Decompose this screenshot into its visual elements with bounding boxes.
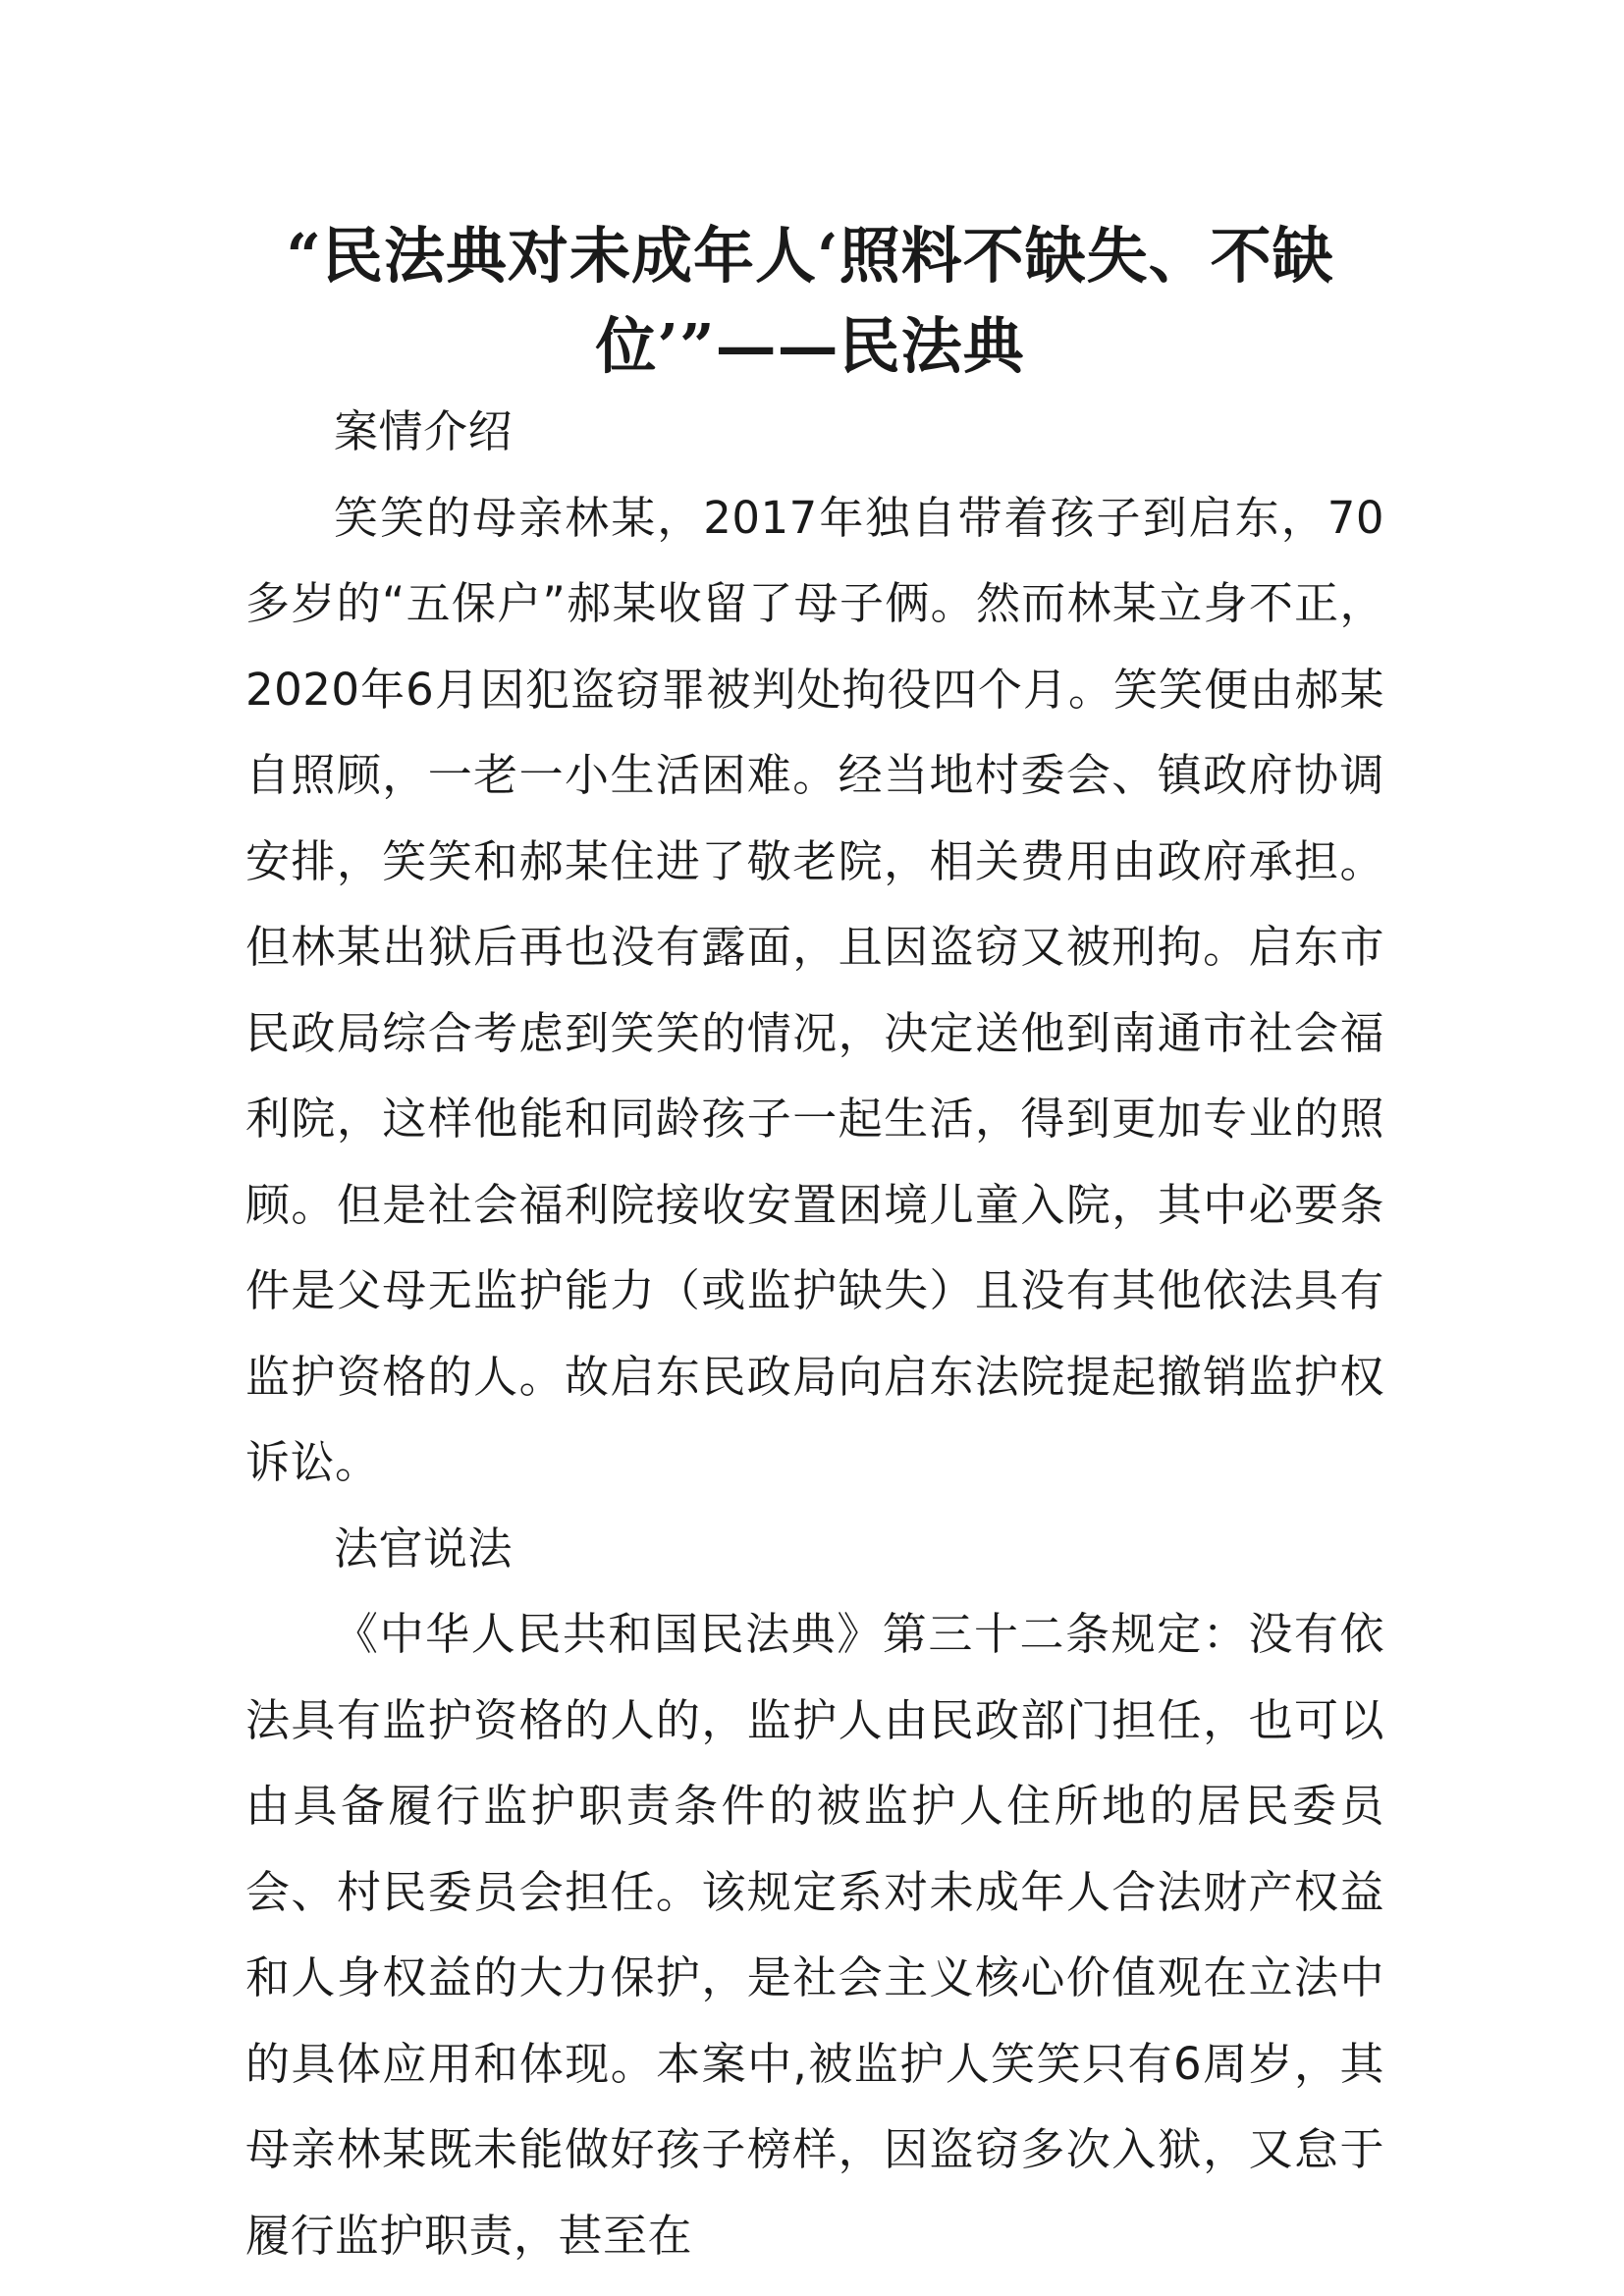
title-line-1: “民法典对未成年人‘照料不缺失、不缺 bbox=[286, 220, 1334, 292]
case-introduction-paragraph: 笑笑的母亲林某，2017年独自带着孩子到启东，70多岁的“五保户”郝某收留了母子俩。然而林某立身不正，2020年6月因犯盗窃罪被判处拘役四个月。笑笑便由郝某自照顾，一老一小生活困难。经当地村委会、镇政府协调安排，笑笑和郝某住进了敬老院，相关费用由政府承担。但林某出狱后再也没有露面，且因盗窃又被刑拘。启东市民政局综合考虑到笑笑的情况，决定送他到南通市社会福利院，这样他能和同龄孩子一起生活，得到更加专业的照顾。但是社会福利院接收安置困境儿童入院，其中必要条件是父母无监护能力（或监护缺失）且没有其他依法具有监护资格的人。故启东民政局向启东法院提起撤销监护权诉讼。 bbox=[245, 491, 1384, 1488]
judge-commentary-paragraph: 《中华人民共和国民法典》第三十二条规定：没有依法具有监护资格的人的，监护人由民政部门担任，也可以由具备履行监护职责条件的被监护人住所地的居民委员会、村民委员会担任。该规定系对未成年人合法财产权益和人身权益的大力保护，是社会主义核心价值观在立法中的具体应用和体现。本案中,被监护人笑笑只有6周岁，其母亲林某既未能做好孩子榜样，因盗窃多次入狱，又怠于履行监护职责，甚至在 bbox=[245, 1608, 1384, 2262]
section-heading-case-introduction: 案情介绍 bbox=[334, 405, 514, 457]
document-body bbox=[245, 389, 1384, 2278]
section-heading-judge-commentary: 法官说法 bbox=[334, 1522, 514, 1575]
title-line-2: 位’”——民法典 bbox=[595, 310, 1025, 382]
document-title bbox=[226, 211, 1394, 392]
